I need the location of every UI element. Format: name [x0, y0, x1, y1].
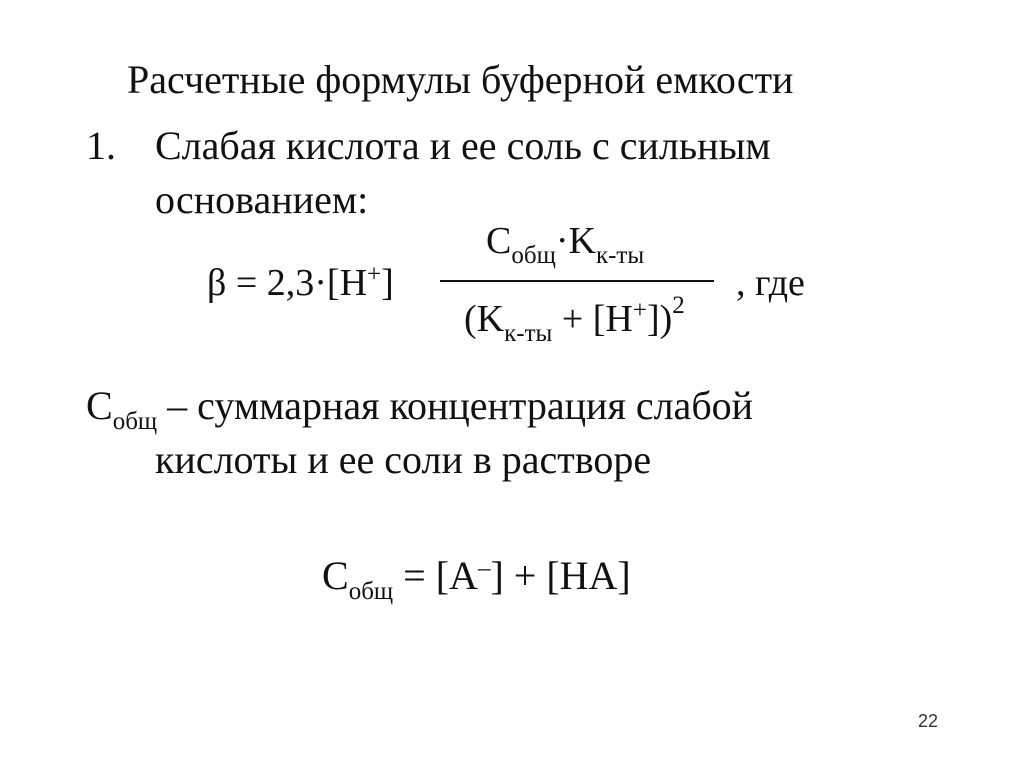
definition-c: C [86, 383, 113, 428]
denominator-power: 2 [672, 292, 685, 319]
denominator-h-charge: + [632, 297, 647, 324]
equation-c: C [322, 553, 349, 598]
denominator-mid: + [H [552, 298, 633, 340]
definition-line1 [86, 383, 754, 435]
denominator-close: ]) [646, 298, 673, 340]
fraction-bar [440, 280, 714, 282]
equation-c-subscript: общ [348, 578, 394, 605]
formula-beta-text: β = 2,3·[H [207, 262, 368, 304]
denominator-open: (K [464, 298, 505, 340]
formula-denominator [464, 292, 685, 347]
definition-line2: кислоты и ее соли в растворе [155, 437, 652, 482]
page-number: 22 [918, 711, 939, 731]
definition-text-line1: – суммарная концентрация слабой [157, 383, 754, 428]
slide-title: Расчетные формулы буферной емкости [127, 57, 794, 102]
formula-h-charge: + [367, 261, 382, 288]
denominator-k-subscript: к-ты [504, 320, 553, 347]
numerator-c-subscript: общ [511, 242, 556, 269]
list-item-text-line2: основанием: [155, 177, 369, 222]
numerator-k-subscript: к-ты [595, 242, 645, 269]
formula-where: , где [736, 262, 805, 304]
list-item-text-line1: Слабая кислота и ее соль с сильным [155, 123, 771, 168]
list-item-number: 1. [86, 123, 116, 168]
definition-c-subscript: общ [112, 408, 158, 435]
equation-rhs-a: = [A [393, 553, 478, 598]
total-concentration-equation [322, 553, 631, 605]
numerator-dot-k: ·K [555, 220, 596, 262]
equation-a-charge: – [477, 555, 491, 582]
formula-bracket-close: ] [381, 262, 394, 304]
formula-lhs [207, 261, 394, 304]
formula-numerator [486, 220, 645, 269]
equation-rhs-b: ] + [HA] [490, 553, 631, 598]
numerator-c: C [486, 220, 512, 262]
